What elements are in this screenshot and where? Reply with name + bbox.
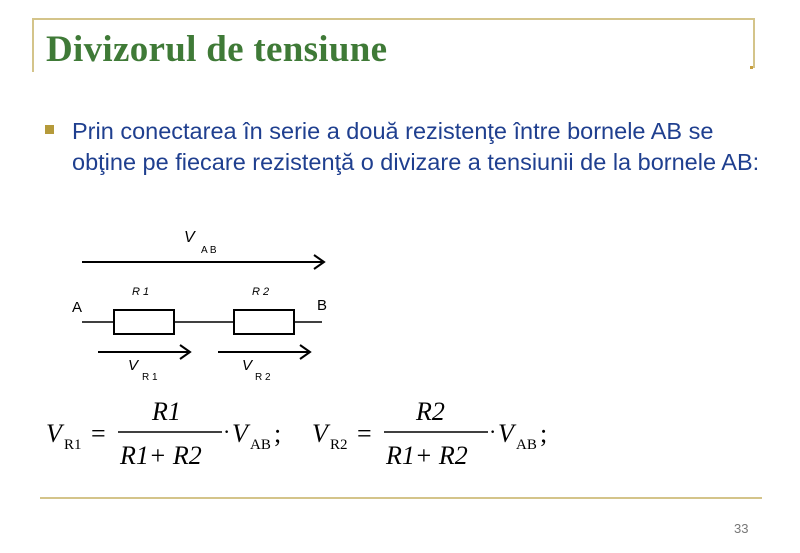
- frame-bottom-line: [40, 497, 762, 499]
- formula1-equals: =: [91, 419, 106, 448]
- formula2-lhs-subscript: R2: [330, 437, 348, 453]
- formula2-rhs-subscript: AB: [516, 437, 537, 453]
- frame-top-line: [32, 18, 754, 20]
- formula1-dot: ·: [223, 419, 231, 444]
- formula1-lhs: V: [46, 419, 62, 448]
- formula1-numerator: R1: [152, 397, 181, 426]
- formula1-rhs-subscript: AB: [250, 437, 271, 453]
- slide-title: Divizorul de tensiune: [46, 29, 388, 70]
- resistor-r1: [114, 310, 174, 334]
- frame-left-line: [32, 18, 34, 72]
- page-number: 33: [734, 521, 749, 536]
- formula2-semicolon: ;: [540, 419, 548, 448]
- formula2-denominator: R1+ R2: [386, 441, 468, 470]
- vr1-subscript: R 1: [142, 372, 158, 383]
- bullet-square-icon: [45, 125, 54, 134]
- node-a-label: A: [72, 299, 83, 316]
- voltage-divider-formula: [44, 392, 564, 482]
- formula1-denominator: R1+ R2: [120, 441, 202, 470]
- formula2-equals: =: [357, 419, 372, 448]
- formula2-dot: ·: [489, 419, 497, 444]
- circuit-diagram: [60, 220, 350, 395]
- vr2-subscript: R 2: [255, 372, 271, 383]
- r2-label: R 2: [252, 286, 270, 298]
- formula2-numerator: R2: [416, 397, 445, 426]
- node-b-label: B: [317, 297, 328, 314]
- decorative-dot: [750, 66, 753, 69]
- vr1-label: V: [128, 357, 139, 374]
- formula2-lhs: V: [312, 419, 328, 448]
- formula1-rhs: V: [232, 419, 248, 448]
- formula1-semicolon: ;: [274, 419, 282, 448]
- bullet-text: Prin conectarea în serie a două rezistenţe între bornele AB se obţine pe fiecare rezistenţă o divizare a tensiunii de la bornele AB:: [72, 118, 760, 175]
- vab-subscript: A B: [201, 245, 217, 256]
- vab-label: V: [184, 229, 195, 246]
- resistor-r2: [234, 310, 294, 334]
- r1-label: R 1: [132, 286, 150, 298]
- formula2-rhs: V: [498, 419, 514, 448]
- formula1-lhs-subscript: R1: [64, 437, 82, 453]
- vr2-label: V: [242, 357, 253, 374]
- frame-right-line: [753, 18, 755, 68]
